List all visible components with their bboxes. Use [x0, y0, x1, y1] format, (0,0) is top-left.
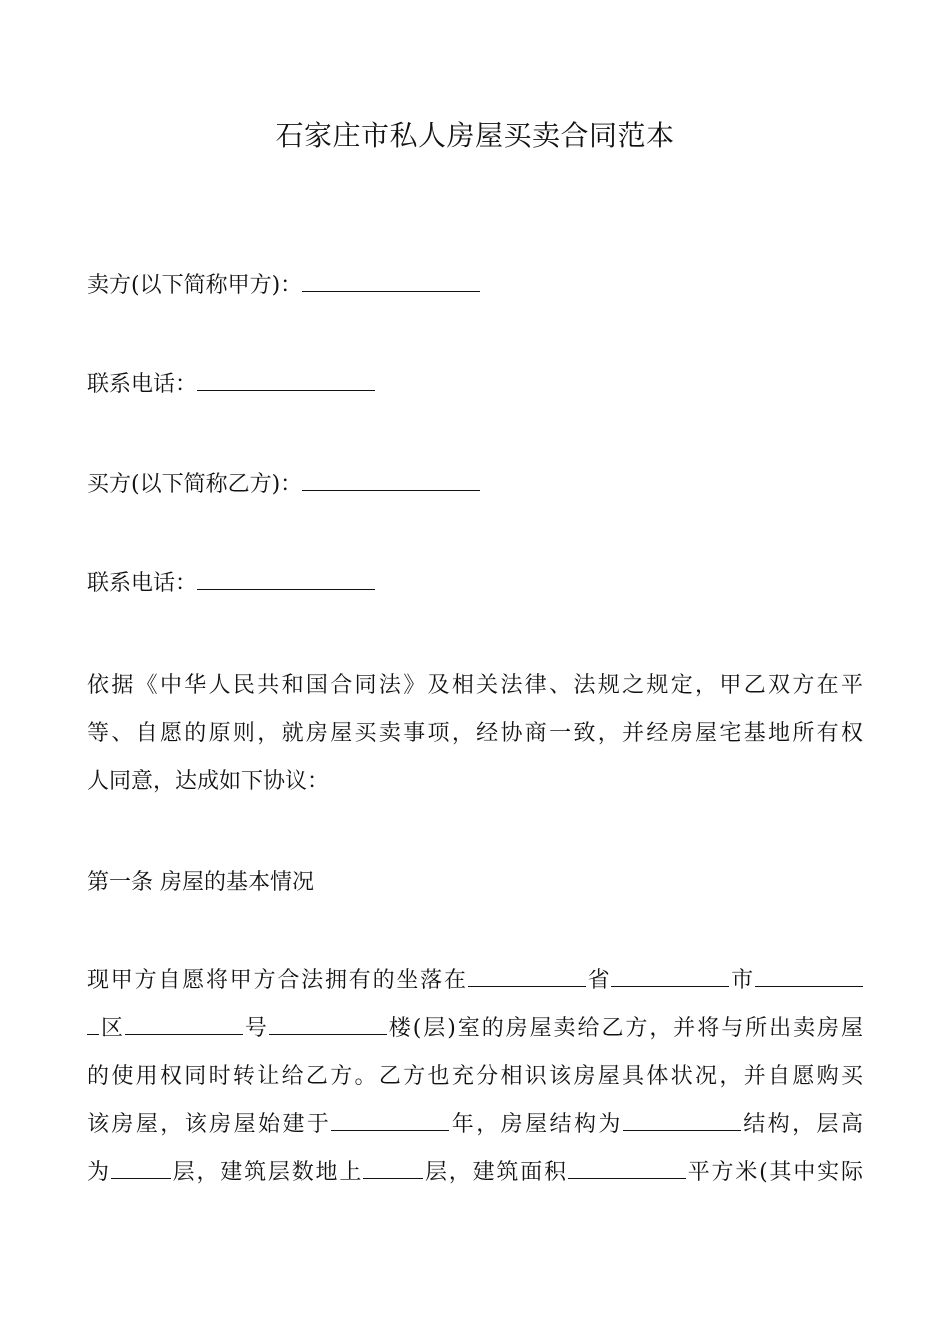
build-year-blank[interactable] [331, 1110, 449, 1131]
article-1-text: 区 [99, 1016, 125, 1041]
article-1-line-1 [87, 957, 863, 1005]
district-blank-part-1[interactable] [755, 966, 863, 987]
seller-phone-blank[interactable] [197, 370, 375, 391]
intro-line-2: 等、自愿的原则，就房屋买卖事项，经协商一致，并经房屋宅基地所有权 [87, 721, 863, 746]
article-1-text: 年，房屋结构为 [449, 1112, 623, 1137]
article-1-heading: 第一条 房屋的基本情况 [87, 870, 314, 895]
article-1-text: 该房屋，该房屋始建于 [87, 1112, 332, 1137]
above-ground-floors-blank[interactable] [363, 1158, 423, 1179]
city-blank[interactable] [611, 966, 729, 987]
article-1-text: 省 [585, 968, 612, 993]
province-blank[interactable] [468, 966, 586, 987]
building-blank[interactable] [269, 1014, 387, 1035]
article-1-line-5 [87, 1149, 863, 1197]
intro-line-3: 人同意，达成如下协议： [87, 769, 330, 794]
floor-area-blank[interactable] [568, 1158, 686, 1179]
buyer-name-blank[interactable] [302, 470, 480, 491]
structure-blank[interactable] [623, 1110, 741, 1131]
article-1-text: 平方米(其中实际 [685, 1160, 863, 1185]
seller-line [87, 270, 480, 302]
buyer-label: 买方(以下简称乙方)： [87, 472, 303, 497]
article-1-line-2 [87, 1005, 863, 1053]
article-1-text: 层，建筑面积 [423, 1160, 568, 1185]
seller-phone-line [87, 369, 375, 401]
article-1-text: 结构，层高 [740, 1112, 863, 1137]
article-1-text: 市 [729, 968, 755, 993]
article-1-text: 号 [242, 1016, 269, 1041]
seller-phone-label: 联系电话： [87, 372, 198, 397]
article-1-line-4 [87, 1101, 863, 1149]
buyer-phone-blank[interactable] [197, 569, 375, 590]
document-title: 石家庄市私人房屋买卖合同范本 [275, 119, 675, 152]
buyer-phone-line [87, 568, 375, 600]
buyer-line [87, 469, 480, 501]
article-1-text: 为 [87, 1160, 111, 1185]
article-1-text: 楼(层)室的房屋卖给乙方，并将与所出卖房屋 [386, 1016, 863, 1041]
article-1-paragraph [87, 957, 863, 1197]
intro-paragraph [87, 662, 863, 806]
floor-blank[interactable] [111, 1158, 171, 1179]
article-1-line-3: 的使用权同时转让给乙方。乙方也充分相识该房屋具体状况，并自愿购买 [87, 1064, 863, 1089]
district-blank-part-2[interactable] [87, 1014, 99, 1035]
article-1-text: 现甲方自愿将甲方合法拥有的坐落在 [87, 968, 468, 993]
number-blank[interactable] [125, 1014, 243, 1035]
intro-line-1: 依据《中华人民共和国合同法》及相关法律、法规之规定，甲乙双方在平 [87, 673, 863, 698]
seller-name-blank[interactable] [302, 271, 480, 292]
seller-label: 卖方(以下简称甲方)： [87, 273, 303, 298]
article-1-text: 层，建筑层数地上 [170, 1160, 364, 1185]
buyer-phone-label: 联系电话： [87, 571, 198, 596]
